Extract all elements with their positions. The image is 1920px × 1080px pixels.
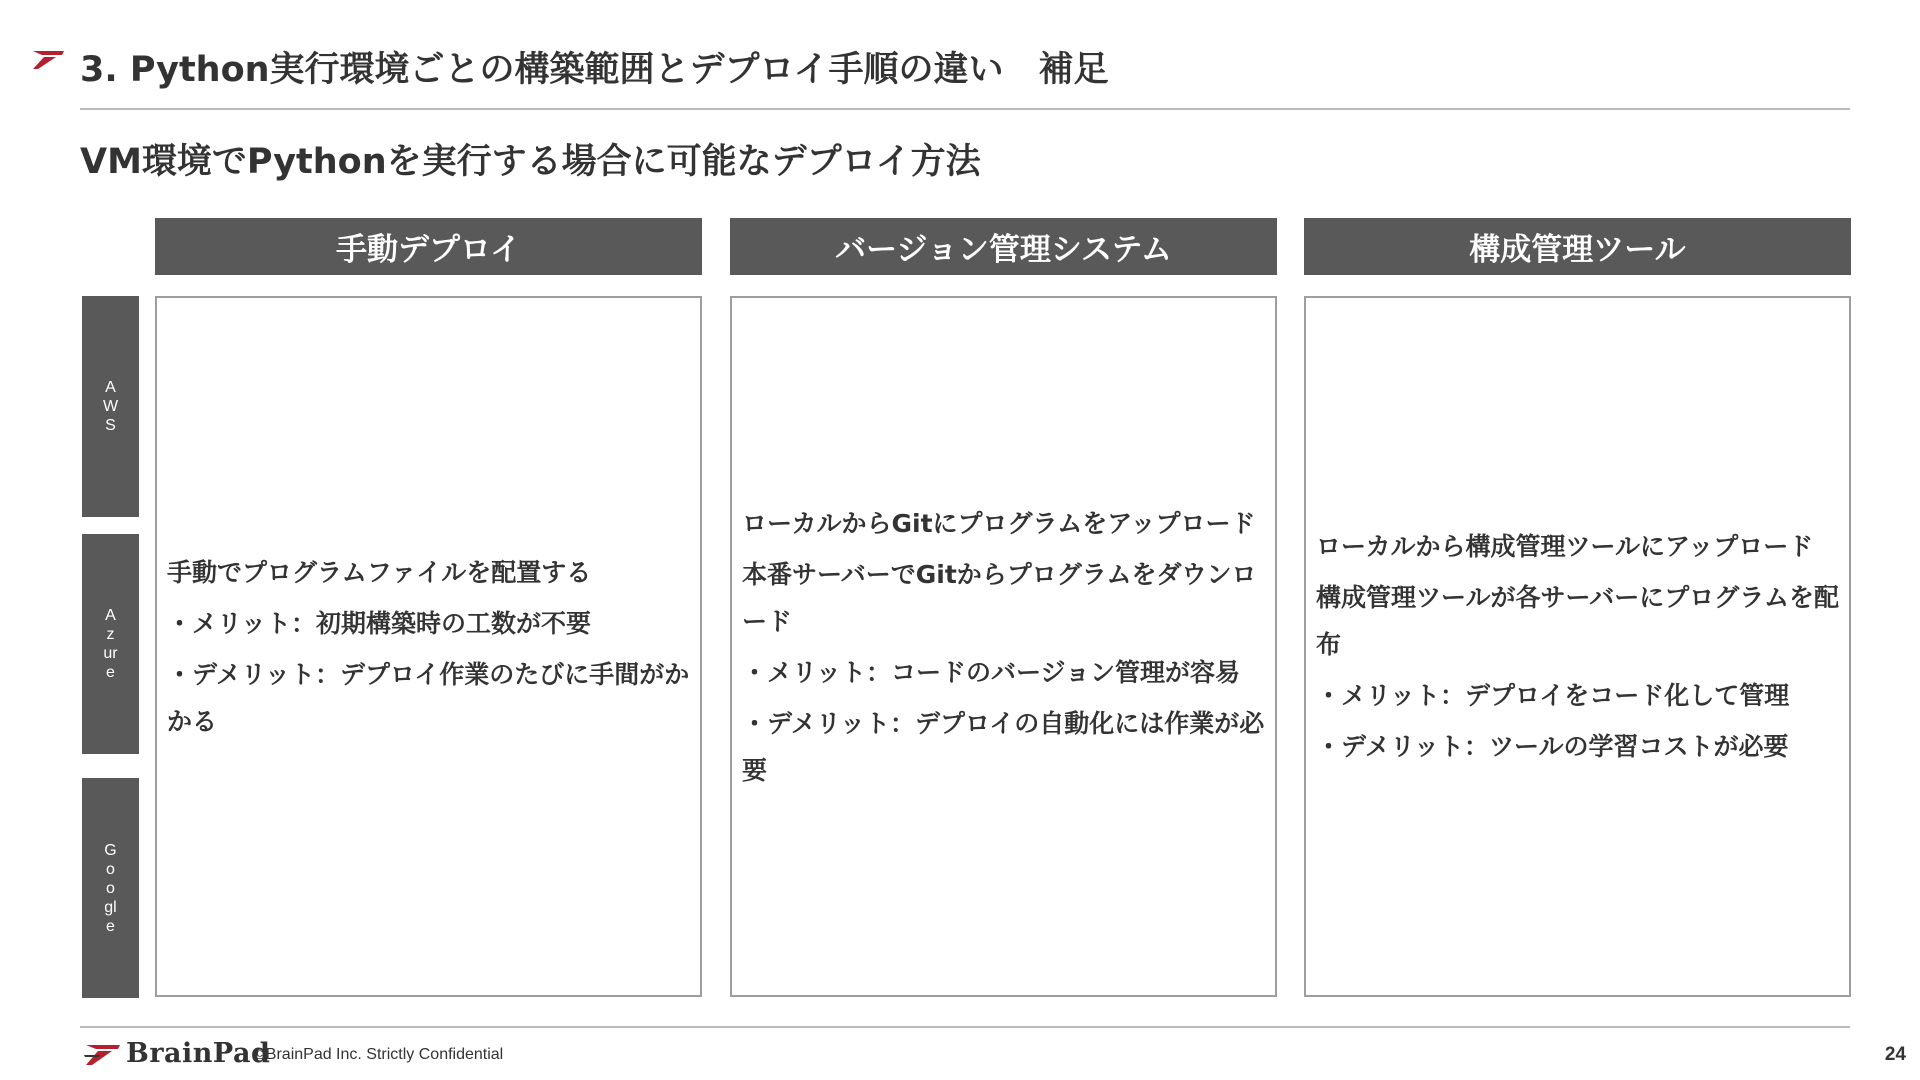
row-tab-aws — [82, 296, 139, 517]
panel-text-line: 本番サーバーでGitからプログラムをダウンロード — [742, 559, 1257, 636]
panel-version-control — [730, 296, 1277, 997]
panel-text-line: ローカルから構成管理ツールにアップロード — [1316, 532, 1814, 561]
panel-text-line: 構成管理ツールが各サーバーにプログラムを配布 — [1316, 583, 1840, 659]
row-tab-label: AWS — [102, 379, 119, 434]
panel-text-line: ローカルからGitにプログラムをアップロード — [742, 508, 1256, 538]
brainpad-logo — [82, 1038, 270, 1069]
column-header-config-management: 構成管理ツール — [1304, 218, 1851, 275]
slide-subtitle: VM環境でPythonを実行する場合に可能なデプロイ方法 — [80, 142, 981, 182]
copyright-text: ©BrainPad Inc. Strictly Confidential — [254, 1046, 504, 1063]
panel-text-line: ・デメリット：ツールの学習コストが必要 — [1316, 732, 1789, 761]
panel-text-line: ・メリット：コードのバージョン管理が容易 — [742, 657, 1241, 687]
column-header-version-control: バージョン管理システム — [730, 218, 1277, 275]
title-divider — [80, 108, 1850, 110]
panel-manual-deploy — [155, 296, 702, 997]
brainpad-logo-icon — [82, 1041, 122, 1067]
brand-name: BrainPad — [126, 1038, 271, 1069]
row-tab-label: Azure — [103, 607, 118, 681]
row-tab-label: Google — [104, 841, 117, 935]
panel-text-line: ・メリット：初期構築時の工数が不要 — [167, 608, 592, 638]
panel-text-line: ・デメリット：デプロイ作業のたびに手間がかかる — [167, 659, 690, 736]
panel-text-line: 手動でプログラムファイルを配置する — [167, 557, 592, 587]
panel-text-line: ・メリット：デプロイをコード化して管理 — [1316, 681, 1790, 710]
brainpad-slash-icon — [30, 48, 66, 70]
slide-title: 3. Python実行環境ごとの構築範囲とデプロイ手順の違い 補足 — [80, 50, 1109, 90]
footer-divider — [80, 1026, 1850, 1028]
page-number: 24 — [1884, 1044, 1906, 1065]
row-tab-google — [82, 778, 139, 998]
panel-config-management — [1304, 296, 1851, 997]
column-header-manual-deploy: 手動デプロイ — [155, 218, 702, 275]
panel-text-line: ・デメリット：デプロイの自動化には作業が必要 — [742, 708, 1265, 785]
row-tab-azure — [82, 534, 139, 754]
